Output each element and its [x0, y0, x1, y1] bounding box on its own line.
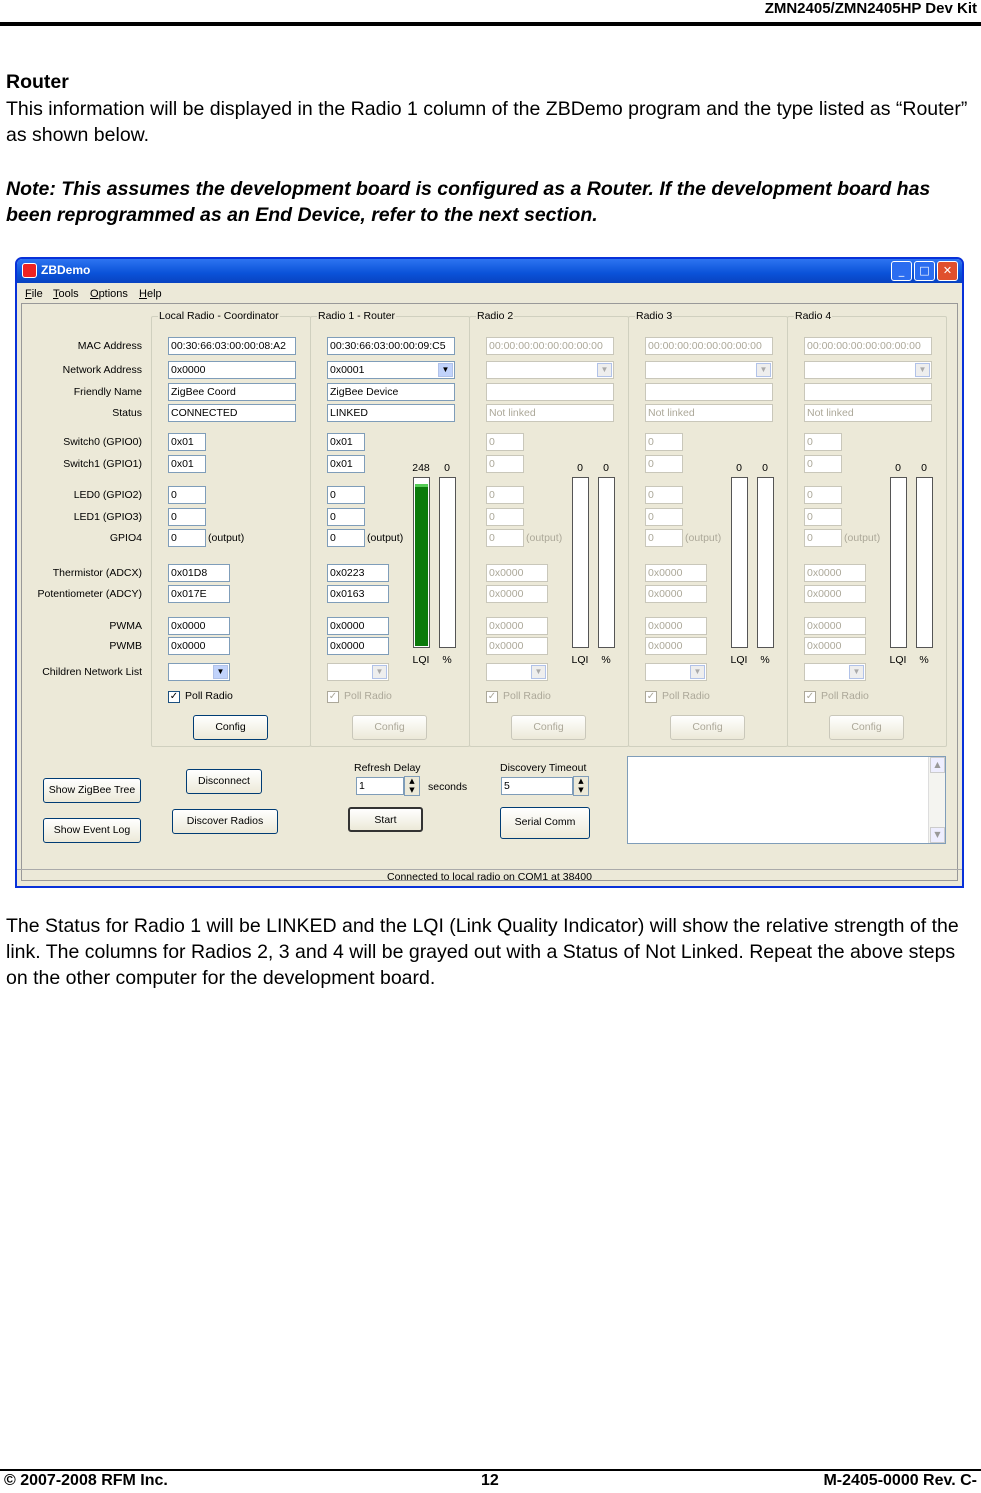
chevron-down-icon: ▼ — [756, 363, 771, 377]
pct-bar-radio1 — [439, 477, 456, 648]
potentiometer-field-radio4[interactable]: 0x0000 — [804, 585, 866, 603]
poll-radio-checkbox-coordinator[interactable]: ✓ — [169, 691, 179, 702]
lqi-label-radio1: LQI — [412, 654, 430, 666]
thermistor-field-radio4[interactable]: 0x0000 — [804, 564, 866, 582]
poll-radio-checkbox-radio4[interactable]: ✓ — [805, 691, 815, 702]
group-title-radio3: Radio 3 — [636, 310, 673, 322]
status-field-radio1[interactable]: LINKED — [327, 404, 455, 422]
lqi-value-radio2: 0 — [577, 462, 583, 474]
row-label-gpio4: GPIO4 — [109, 532, 142, 544]
refresh-delay-spinner[interactable]: ▲ ▼ — [404, 776, 420, 796]
pwmb-field-radio1[interactable]: 0x0000 — [327, 637, 389, 655]
network-address-dropdown-radio3[interactable] — [645, 361, 773, 379]
pct-label-radio3: % — [760, 654, 770, 666]
poll-radio-label-coordinator: Poll Radio — [185, 690, 233, 702]
pct-bar-radio3 — [757, 477, 774, 648]
group-title-radio1: Radio 1 - Router — [318, 310, 396, 322]
poll-radio-label-radio4: Poll Radio — [821, 690, 869, 702]
lqi-value-radio3: 0 — [736, 462, 742, 474]
row-label-status: Status — [112, 407, 142, 419]
header-rule — [0, 22, 981, 26]
poll-radio-checkbox-radio2[interactable]: ✓ — [487, 691, 497, 702]
switch0-field-radio4[interactable]: 0 — [804, 433, 842, 451]
network-address-dropdown-radio2[interactable] — [486, 361, 614, 379]
switch1-field-radio4[interactable]: 0 — [804, 455, 842, 473]
disconnect-button[interactable]: Disconnect — [186, 769, 262, 794]
friendly-name-field-radio1[interactable]: ZigBee Device — [327, 383, 455, 401]
pwmb-field-coordinator[interactable]: 0x0000 — [168, 637, 230, 655]
lqi-label-radio4: LQI — [889, 654, 907, 666]
gpio4-field-coordinator[interactable]: 0 — [168, 529, 206, 547]
serial-comm-button[interactable]: Serial Comm — [500, 807, 590, 839]
led0-field-radio1[interactable]: 0 — [327, 486, 365, 504]
note-paragraph: Note: This assumes the development board is configured as a Router. If the development board has been reprogrammed as an End Device, refer to the next section. — [6, 178, 931, 226]
footer-copyright: © 2007-2008 RFM Inc. — [4, 1472, 168, 1489]
switch0-field-radio3[interactable]: 0 — [645, 433, 683, 451]
friendly-name-field-coordinator[interactable]: ZigBee Coord — [168, 383, 296, 401]
network-address-value-radio1: 0x0001 — [330, 364, 365, 376]
network-address-dropdown-radio1[interactable] — [327, 361, 455, 379]
discovery-timeout-input[interactable]: 5 — [501, 777, 573, 795]
poll-radio-label-radio1: Poll Radio — [344, 690, 392, 702]
poll-radio-label-radio2: Poll Radio — [503, 690, 551, 702]
pwma-field-radio2[interactable]: 0x0000 — [486, 617, 548, 635]
lqi-bar-fill-radio1 — [415, 484, 428, 646]
led1-field-radio1[interactable]: 0 — [327, 508, 365, 526]
config-button-coordinator[interactable]: Config — [193, 715, 268, 740]
poll-radio-label-radio3: Poll Radio — [662, 690, 710, 702]
potentiometer-field-radio1[interactable]: 0x0163 — [327, 585, 389, 603]
menu-file[interactable]: File — [25, 288, 43, 300]
footer-rule — [0, 1469, 981, 1471]
chevron-down-icon: ▼ — [690, 665, 705, 679]
row-label-children-list: Children Network List — [42, 666, 142, 678]
mac-field-radio2[interactable]: 00:00:00:00:00:00:00:00 — [486, 337, 614, 355]
intro-paragraph: This information will be displayed in the Radio 1 column of the ZBDemo program and the type listed as “Router” as shown below. — [6, 98, 968, 146]
chevron-down-icon: ▼ — [372, 665, 387, 679]
window-title: ZBDemo — [41, 263, 91, 277]
event-log-textarea[interactable] — [627, 756, 946, 844]
row-label-thermistor: Thermistor (ADCX) — [52, 567, 142, 579]
chevron-down-icon: ▼ — [438, 363, 453, 377]
section-heading: Router — [6, 71, 69, 93]
potentiometer-field-coordinator[interactable]: 0x017E — [168, 585, 230, 603]
switch0-field-coordinator[interactable]: 0x01 — [168, 433, 206, 451]
led0-field-radio2[interactable]: 0 — [486, 486, 524, 504]
switch0-field-radio1[interactable]: 0x01 — [327, 433, 365, 451]
group-title-radio4: Radio 4 — [795, 310, 832, 322]
discover-radios-button[interactable]: Discover Radios — [172, 809, 278, 834]
refresh-delay-input[interactable]: 1 — [356, 777, 404, 795]
output-label-radio1: (output) — [367, 532, 404, 544]
pct-bar-radio2 — [598, 477, 615, 648]
led0-field-radio3[interactable]: 0 — [645, 486, 683, 504]
friendly-name-field-radio3[interactable] — [645, 383, 773, 401]
chevron-down-icon: ▼ — [915, 363, 930, 377]
config-button-radio3[interactable]: Config — [670, 715, 745, 740]
potentiometer-field-radio3[interactable]: 0x0000 — [645, 585, 707, 603]
main-panel — [21, 303, 958, 881]
row-label-potentiometer: Potentiometer (ADCY) — [37, 588, 142, 600]
config-button-radio2[interactable]: Config — [511, 715, 586, 740]
output-label-coordinator: (output) — [208, 532, 245, 544]
mac-field-radio3[interactable]: 00:00:00:00:00:00:00:00 — [645, 337, 773, 355]
seconds-label: seconds — [428, 781, 468, 793]
row-label-friendly-name: Friendly Name — [73, 386, 142, 398]
lqi-bar-radio4 — [890, 477, 907, 648]
pwmb-field-radio4[interactable]: 0x0000 — [804, 637, 866, 655]
discovery-timeout-spinner[interactable]: ▲ ▼ — [573, 776, 589, 796]
config-button-radio1[interactable]: Config — [352, 715, 427, 740]
status-field-radio4[interactable]: Not linked — [804, 404, 932, 422]
row-label-mac: MAC Address — [77, 340, 142, 352]
app-icon — [22, 263, 37, 278]
gpio4-field-radio4[interactable]: 0 — [804, 529, 842, 547]
group-title-radio2: Radio 2 — [477, 310, 514, 322]
switch1-field-coordinator[interactable]: 0x01 — [168, 455, 206, 473]
group-title-coordinator: Local Radio - Coordinator — [159, 310, 279, 322]
pwma-field-coordinator[interactable]: 0x0000 — [168, 617, 230, 635]
lqi-bar-radio1 — [413, 477, 430, 648]
row-label-network: Network Address — [62, 364, 142, 376]
row-label-switch1: Switch1 (GPIO1) — [63, 458, 142, 470]
friendly-name-field-radio4[interactable] — [804, 383, 932, 401]
scroll-down-icon[interactable]: ▼ — [930, 827, 945, 843]
pwmb-field-radio2[interactable]: 0x0000 — [486, 637, 548, 655]
children-list-dropdown-coordinator[interactable] — [168, 663, 230, 681]
body-paragraph: The Status for Radio 1 will be LINKED and the LQI (Link Quality Indicator) will show the relative strength of the link. The columns for Radios 2, 3 and 4 will be grayed out with a Status of Not Linked. Repeat the above steps on the other computer for the development board. — [6, 915, 959, 989]
network-address-field-coordinator[interactable]: 0x0000 — [168, 361, 296, 379]
mac-field-radio4[interactable]: 00:00:00:00:00:00:00:00 — [804, 337, 932, 355]
pct-value-radio3: 0 — [762, 462, 768, 474]
minimize-icon[interactable]: _ — [891, 261, 912, 281]
status-field-radio2[interactable]: Not linked — [486, 404, 614, 422]
header-title: ZMN2405/ZMN2405HP Dev Kit — [764, 0, 977, 17]
footer-page-number: 12 — [481, 1472, 499, 1489]
led1-field-coordinator[interactable]: 0 — [168, 508, 206, 526]
lqi-label-radio2: LQI — [571, 654, 589, 666]
gpio4-field-radio1[interactable]: 0 — [327, 529, 365, 547]
pct-bar-radio4 — [916, 477, 933, 648]
gpio4-field-radio2[interactable]: 0 — [486, 529, 524, 547]
menu-bar — [17, 283, 962, 303]
status-field-coordinator[interactable]: CONNECTED — [168, 404, 296, 422]
lqi-value-radio1: 248 — [412, 462, 430, 474]
discovery-timeout-label: Discovery Timeout — [500, 762, 587, 774]
thermistor-field-coordinator[interactable]: 0x01D8 — [168, 564, 230, 582]
menu-help[interactable]: Help — [139, 288, 162, 300]
switch1-field-radio1[interactable]: 0x01 — [327, 455, 365, 473]
led1-field-radio4[interactable]: 0 — [804, 508, 842, 526]
config-button-radio4[interactable]: Config — [829, 715, 904, 740]
zbdemo-window — [15, 257, 964, 888]
pct-label-radio2: % — [601, 654, 611, 666]
pwma-field-radio4[interactable]: 0x0000 — [804, 617, 866, 635]
thermistor-field-radio3[interactable]: 0x0000 — [645, 564, 707, 582]
friendly-name-field-radio2[interactable] — [486, 383, 614, 401]
children-list-dropdown-radio4[interactable] — [804, 663, 866, 681]
network-address-dropdown-radio4[interactable] — [804, 361, 932, 379]
led0-field-coordinator[interactable]: 0 — [168, 486, 206, 504]
chevron-down-icon: ▼ — [597, 363, 612, 377]
thermistor-field-radio2[interactable]: 0x0000 — [486, 564, 548, 582]
lqi-label-radio3: LQI — [730, 654, 748, 666]
potentiometer-field-radio2[interactable]: 0x0000 — [486, 585, 548, 603]
vertical-scrollbar[interactable] — [928, 757, 945, 843]
status-field-radio3[interactable]: Not linked — [645, 404, 773, 422]
pct-label-radio4: % — [919, 654, 929, 666]
pct-value-radio4: 0 — [921, 462, 927, 474]
pwma-field-radio1[interactable]: 0x0000 — [327, 617, 389, 635]
scroll-up-icon[interactable]: ▲ — [930, 757, 945, 773]
pct-label-radio1: % — [442, 654, 452, 666]
footer-doc-number: M-2405-0000 Rev. C- — [823, 1472, 977, 1489]
menu-options[interactable]: Options — [90, 288, 128, 300]
children-list-dropdown-radio2[interactable] — [486, 663, 548, 681]
poll-radio-checkbox-radio1[interactable]: ✓ — [328, 691, 338, 702]
menu-tools[interactable]: Tools — [53, 288, 79, 300]
row-label-led0: LED0 (GPIO2) — [73, 489, 142, 501]
children-list-dropdown-radio1[interactable] — [327, 663, 389, 681]
switch1-field-radio3[interactable]: 0 — [645, 455, 683, 473]
title-bar — [17, 259, 962, 283]
maximize-icon[interactable]: □ — [914, 261, 935, 281]
row-label-led1: LED1 (GPIO3) — [73, 511, 142, 523]
switch1-field-radio2[interactable]: 0 — [486, 455, 524, 473]
led0-field-radio4[interactable]: 0 — [804, 486, 842, 504]
led1-field-radio3[interactable]: 0 — [645, 508, 683, 526]
lqi-bar-radio2 — [572, 477, 589, 648]
output-label-radio2: (output) — [526, 532, 563, 544]
output-label-radio3: (output) — [685, 532, 722, 544]
lqi-bar-radio3 — [731, 477, 748, 648]
led1-field-radio2[interactable]: 0 — [486, 508, 524, 526]
show-event-log-button[interactable]: Show Event Log — [43, 818, 141, 843]
thermistor-field-radio1[interactable]: 0x0223 — [327, 564, 389, 582]
start-button[interactable]: Start — [348, 807, 423, 832]
close-icon[interactable]: ✕ — [937, 261, 958, 281]
gpio4-field-radio3[interactable]: 0 — [645, 529, 683, 547]
status-bar: Connected to local radio on COM1 at 38400 — [17, 869, 962, 886]
output-label-radio4: (output) — [844, 532, 881, 544]
refresh-delay-label: Refresh Delay — [354, 762, 421, 774]
lqi-value-radio4: 0 — [895, 462, 901, 474]
show-zigbee-tree-button[interactable]: Show ZigBee Tree — [43, 778, 141, 803]
poll-radio-checkbox-radio3[interactable]: ✓ — [646, 691, 656, 702]
pwmb-field-radio3[interactable]: 0x0000 — [645, 637, 707, 655]
pct-value-radio2: 0 — [603, 462, 609, 474]
chevron-down-icon: ▼ — [213, 665, 228, 679]
pct-value-radio1: 0 — [444, 462, 450, 474]
children-list-dropdown-radio3[interactable] — [645, 663, 707, 681]
mac-field-radio1[interactable]: 00:30:66:03:00:00:09:C5 — [327, 337, 455, 355]
row-label-pwma: PWMA — [109, 620, 142, 632]
switch0-field-radio2[interactable]: 0 — [486, 433, 524, 451]
chevron-down-icon: ▼ — [531, 665, 546, 679]
mac-field-coordinator[interactable]: 00:30:66:03:00:00:08:A2 — [168, 337, 296, 355]
row-label-pwmb: PWMB — [109, 640, 142, 652]
row-label-switch0: Switch0 (GPIO0) — [63, 436, 142, 448]
pwma-field-radio3[interactable]: 0x0000 — [645, 617, 707, 635]
chevron-down-icon: ▼ — [849, 665, 864, 679]
